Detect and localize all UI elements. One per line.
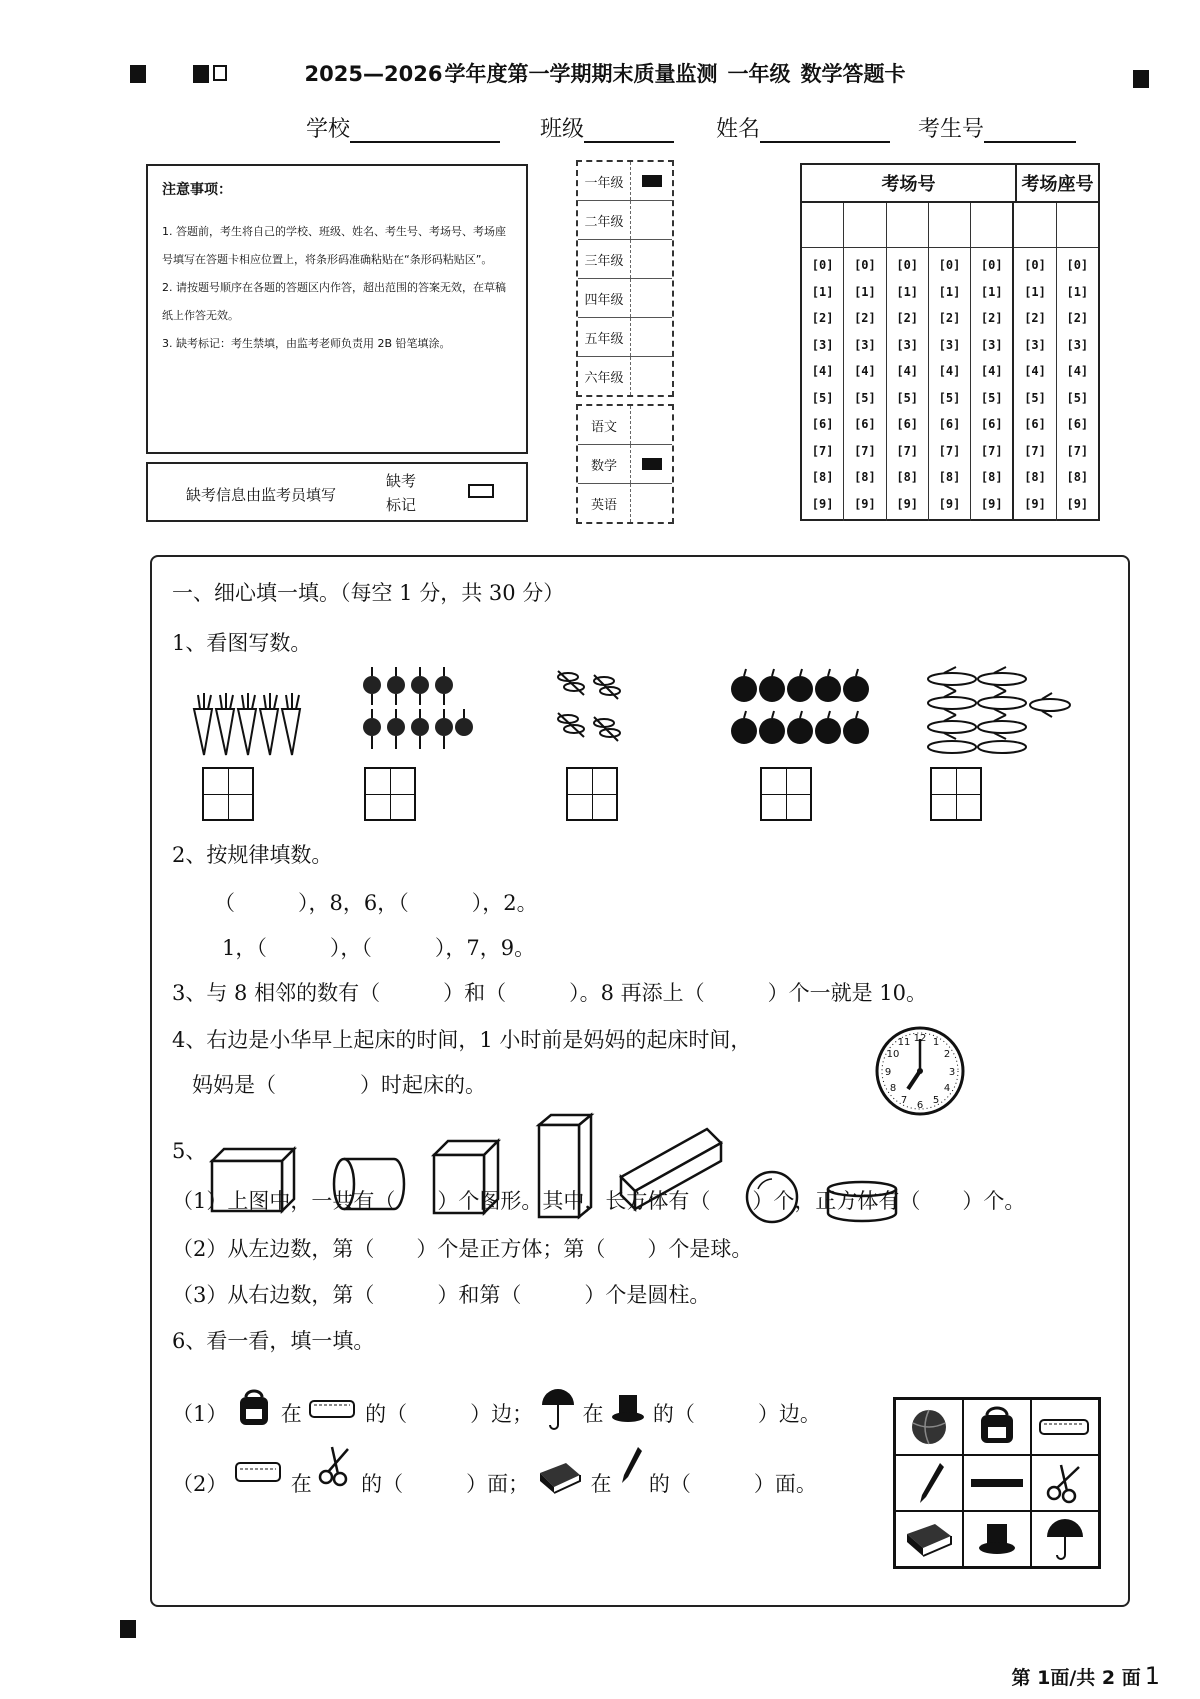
- digit-bubble[interactable]: [7]: [896, 443, 919, 458]
- pen-icon: [618, 1445, 642, 1485]
- notice-heading: 注意事项：: [162, 182, 232, 198]
- digit-bubble[interactable]: [6]: [854, 417, 876, 432]
- question-4-line-2[interactable]: 妈妈是（ ）时起床的。: [192, 1073, 486, 1097]
- answer-box-dragonflies[interactable]: [566, 767, 618, 821]
- grade-selector: [576, 160, 674, 397]
- q6-1-in-1: 在: [280, 1402, 302, 1426]
- answer-box-onions[interactable]: [364, 767, 416, 821]
- field-school-label: 学校: [306, 117, 351, 142]
- digit-bubble[interactable]: [9]: [854, 496, 876, 511]
- dragonflies-picture: [550, 665, 630, 755]
- book-icon: [536, 1459, 584, 1495]
- digit-bubble[interactable]: [9]: [980, 496, 1003, 511]
- ruler-icon: [969, 1476, 1025, 1490]
- svg-text:5: 5: [932, 1095, 940, 1106]
- question-2-line-2[interactable]: 1，（ ），（ ），7，9。: [222, 936, 536, 960]
- digit-bubble[interactable]: [1]: [811, 284, 834, 299]
- q6-2-number: （2）: [172, 1472, 228, 1496]
- digit-write-cell[interactable]: [971, 203, 1012, 248]
- grid-cell: [963, 1455, 1031, 1511]
- digit-bubble[interactable]: [7]: [938, 443, 961, 458]
- digit-bubble[interactable]: [2]: [938, 311, 961, 326]
- pencil-case-icon: [1038, 1414, 1092, 1440]
- notice-item-1: 1. 答题前，考生将自己的学校、班级、姓名、考生号、考场号、考场座号填写在答题卡相应位置上，将条形码准确粘贴在“条形码粘贴区”。: [162, 225, 506, 266]
- digit-bubble[interactable]: [6]: [1066, 417, 1089, 432]
- q6-1-number: （1）: [172, 1402, 228, 1426]
- grid-cell: [1031, 1399, 1099, 1455]
- digit-bubble[interactable]: [4]: [1024, 364, 1046, 379]
- hat-icon: [610, 1391, 646, 1425]
- digit-bubble[interactable]: [2]: [980, 311, 1003, 326]
- ball-icon: [909, 1407, 949, 1447]
- digit-bubble[interactable]: [8]: [938, 470, 961, 485]
- digit-bubble[interactable]: [4]: [938, 364, 961, 379]
- pencil-case-icon: [234, 1457, 284, 1487]
- exam-seat-digit-column: [1057, 203, 1098, 521]
- pencil-case-icon: [308, 1395, 358, 1421]
- question-6-2[interactable]: [172, 1445, 817, 1498]
- page-mark: 1: [1144, 1662, 1160, 1690]
- pen-icon: [914, 1461, 944, 1505]
- class-input-line[interactable]: [584, 115, 674, 143]
- corner-mark-bottom-left: [120, 1620, 136, 1638]
- svg-text:11: 11: [897, 1037, 911, 1048]
- digit-bubble[interactable]: [0]: [938, 258, 961, 273]
- digit-bubble[interactable]: [9]: [896, 496, 919, 511]
- digit-bubble[interactable]: [3]: [938, 337, 961, 352]
- notice-item-3: 3. 缺考标记：考生禁填，由监考老师负责用 2B 铅笔填涂。: [162, 337, 451, 350]
- digit-bubble[interactable]: [1]: [980, 284, 1003, 299]
- digit-bubble[interactable]: [4]: [896, 364, 919, 379]
- q6-2-in-1: 在: [290, 1472, 312, 1496]
- digit-bubble[interactable]: [8]: [1066, 470, 1089, 485]
- svg-text:9: 9: [884, 1067, 892, 1078]
- svg-text:7: 7: [900, 1095, 908, 1106]
- svg-text:2: 2: [943, 1049, 951, 1060]
- position-picture-grid: [893, 1397, 1101, 1569]
- q6-2-blank-1[interactable]: 的（ ）面；: [361, 1472, 530, 1496]
- exam-seat-label: 考场座号: [1021, 174, 1094, 195]
- grade-label: 四年级: [584, 292, 624, 308]
- exam-room-digit-column: [887, 203, 929, 521]
- exam-room-digit-column: [971, 203, 1014, 521]
- digit-bubble[interactable]: [7]: [1024, 443, 1046, 458]
- question-5-2[interactable]: （2）从左边数，第（ ）个是正方体；第（ ）个是球。: [172, 1237, 753, 1261]
- digit-bubble[interactable]: [9]: [1024, 496, 1046, 511]
- digit-bubble[interactable]: [0]: [811, 258, 834, 273]
- field-name: [716, 112, 890, 143]
- name-input-line[interactable]: [760, 115, 890, 143]
- digit-bubble[interactable]: [2]: [1024, 311, 1046, 326]
- grid-cell: [963, 1399, 1031, 1455]
- digit-bubble[interactable]: [6]: [938, 417, 961, 432]
- section-title: 一、细心填一填。（每空 1 分，共 30 分）: [172, 581, 565, 605]
- digit-bubble[interactable]: [9]: [938, 496, 961, 511]
- exam-room-digit-column: [929, 203, 971, 521]
- digit-bubble[interactable]: [4]: [1066, 364, 1089, 379]
- grade-option[interactable]: [578, 201, 672, 240]
- digit-bubble[interactable]: [7]: [811, 443, 834, 458]
- book-icon: [903, 1520, 955, 1558]
- digit-bubble[interactable]: [1]: [1024, 284, 1046, 299]
- digit-bubble[interactable]: [6]: [1024, 417, 1046, 432]
- question-4-line-1: 4、右边是小华早上起床的时间，1 小时前是妈妈的起床时间，: [172, 1028, 752, 1052]
- page-indicator: 第 1面/共 2 面: [1011, 1667, 1141, 1689]
- scissors-icon: [1045, 1463, 1085, 1503]
- digit-bubble[interactable]: [3]: [811, 337, 834, 352]
- digit-bubble[interactable]: [5]: [938, 390, 961, 405]
- digit-bubble[interactable]: [5]: [854, 390, 876, 405]
- digit-bubble[interactable]: [4]: [854, 364, 876, 379]
- digit-bubble[interactable]: [1]: [896, 284, 919, 299]
- hat-icon: [977, 1520, 1017, 1558]
- svg-text:3: 3: [948, 1067, 956, 1078]
- grade-option[interactable]: [578, 162, 672, 201]
- subject-option[interactable]: [578, 406, 672, 445]
- answer-box-carrots[interactable]: [202, 767, 254, 821]
- svg-text:8: 8: [889, 1083, 897, 1094]
- exam-room-label: 考场号: [802, 165, 1017, 201]
- absent-mark-label-2: 标记: [386, 496, 417, 514]
- digit-bubble[interactable]: [8]: [896, 470, 919, 485]
- absent-mark-checkbox[interactable]: [468, 484, 494, 498]
- grade-option[interactable]: [578, 357, 672, 395]
- digit-bubble[interactable]: [4]: [980, 364, 1003, 379]
- digit-bubble[interactable]: [8]: [1024, 470, 1046, 485]
- field-class: [540, 112, 674, 143]
- grade-label: 五年级: [584, 331, 624, 347]
- grid-cell: [963, 1511, 1031, 1567]
- digit-bubble[interactable]: [3]: [1024, 337, 1046, 352]
- umbrella-icon: [1045, 1517, 1085, 1561]
- backpack-icon: [234, 1391, 274, 1427]
- svg-text:12: 12: [913, 1033, 927, 1044]
- field-candidate-no: [918, 112, 1076, 143]
- digit-bubble[interactable]: [6]: [896, 417, 919, 432]
- question-5-1[interactable]: （1）上图中，一共有（ ）个图形。其中，长方体有（ ）个，正方体有（ ）个。: [172, 1189, 1026, 1213]
- subject-option[interactable]: [578, 484, 672, 522]
- digit-bubble[interactable]: [3]: [896, 337, 919, 352]
- absent-box: [146, 462, 528, 522]
- question-1: 1、看图写数。: [172, 631, 312, 655]
- digit-bubble[interactable]: [3]: [980, 337, 1003, 352]
- field-school: [306, 112, 500, 143]
- subject-label: 语文: [590, 419, 617, 435]
- digit-bubble[interactable]: [2]: [1066, 311, 1089, 326]
- digit-write-cell[interactable]: [802, 203, 843, 248]
- digit-bubble[interactable]: [7]: [854, 443, 876, 458]
- filled-mark: [642, 175, 662, 187]
- svg-text:10: 10: [886, 1049, 900, 1060]
- digit-bubble[interactable]: [0]: [1024, 258, 1046, 273]
- grade-option[interactable]: [578, 318, 672, 357]
- onions-picture: [362, 663, 472, 763]
- digit-bubble[interactable]: [0]: [980, 258, 1003, 273]
- digit-bubble[interactable]: [7]: [1066, 443, 1089, 458]
- svg-text:4: 4: [943, 1083, 951, 1094]
- absent-mark-label-1: 缺考: [386, 472, 417, 490]
- grid-cell: [1031, 1455, 1099, 1511]
- digit-bubble[interactable]: [6]: [980, 417, 1003, 432]
- grade-label: 一年级: [584, 175, 624, 191]
- digit-bubble[interactable]: [6]: [811, 417, 834, 432]
- umbrella-icon: [540, 1387, 576, 1431]
- svg-text:6: 6: [916, 1100, 924, 1111]
- digit-write-cell[interactable]: [929, 203, 970, 248]
- q6-1-blank-1[interactable]: 的（ ）边；: [365, 1402, 534, 1426]
- grade-label: 二年级: [584, 214, 624, 230]
- subject-option[interactable]: [578, 445, 672, 484]
- digit-bubble[interactable]: [0]: [854, 258, 876, 273]
- backpack-icon: [975, 1407, 1019, 1447]
- digit-bubble[interactable]: [5]: [1066, 390, 1089, 405]
- digit-bubble[interactable]: [5]: [1024, 390, 1046, 405]
- grid-cell: [1031, 1511, 1099, 1567]
- digit-bubble[interactable]: [3]: [854, 337, 876, 352]
- digit-bubble[interactable]: [0]: [1066, 258, 1089, 273]
- page-title: [0, 58, 1200, 88]
- title-year: 2025—2026: [304, 62, 443, 86]
- digit-bubble[interactable]: [8]: [854, 470, 876, 485]
- digit-bubble[interactable]: [2]: [811, 311, 834, 326]
- question-5: 5、: [172, 1139, 207, 1163]
- exam-room-grid: [800, 163, 1100, 521]
- digit-bubble[interactable]: [4]: [811, 364, 834, 379]
- svg-text:1: 1: [932, 1037, 940, 1048]
- subject-selector: [576, 404, 674, 524]
- q6-2-in-2: 在: [590, 1472, 612, 1496]
- q6-2-blank-2[interactable]: 的（ ）面。: [648, 1472, 817, 1496]
- grid-cell: [895, 1399, 963, 1455]
- grade-label: 六年级: [584, 370, 624, 386]
- digit-write-cell[interactable]: [1014, 203, 1055, 248]
- title-card: 数学答题卡: [800, 62, 906, 86]
- digit-write-cell[interactable]: [887, 203, 928, 248]
- grid-cell: [895, 1511, 963, 1567]
- notice-item-2: 2. 请按题号顺序在各题的答题区内作答，超出范围的答案无效，在草稿纸上作答无效。: [162, 281, 506, 322]
- exam-room-digit-column: [802, 203, 844, 521]
- apples-picture: [730, 665, 880, 755]
- q6-1-blank-2[interactable]: 的（ ）边。: [652, 1402, 821, 1426]
- page-footer: [1011, 1662, 1160, 1690]
- grid-cell: [895, 1455, 963, 1511]
- absent-text: 缺考信息由监考员填写: [186, 486, 337, 504]
- exam-room-digit-column: [844, 203, 886, 521]
- clock-icon: [874, 1025, 966, 1117]
- question-2: 2、按规律填数。: [172, 843, 333, 867]
- digit-bubble[interactable]: [3]: [1066, 337, 1089, 352]
- grade-label: 三年级: [584, 253, 624, 269]
- digit-bubble[interactable]: [5]: [980, 390, 1003, 405]
- filled-mark: [642, 458, 662, 470]
- grade-option[interactable]: [578, 279, 672, 318]
- question-2-line-1[interactable]: （ ），8，6，（ ），2。: [214, 891, 538, 915]
- digit-bubble[interactable]: [1]: [1066, 284, 1089, 299]
- candidate-no-input-line[interactable]: [984, 115, 1076, 143]
- digit-bubble[interactable]: [7]: [980, 443, 1003, 458]
- answer-box-apples[interactable]: [760, 767, 812, 821]
- answer-box-airplanes[interactable]: [930, 767, 982, 821]
- subject-label: 英语: [590, 497, 617, 513]
- question-3[interactable]: 3、与 8 相邻的数有（ ）和（ ）。8 再添上（ ）个一就是 10。: [172, 981, 928, 1005]
- digit-bubble[interactable]: [9]: [811, 496, 834, 511]
- digit-bubble[interactable]: [2]: [896, 311, 919, 326]
- digit-bubble[interactable]: [1]: [854, 284, 876, 299]
- digit-bubble[interactable]: [0]: [896, 258, 919, 273]
- question-6-1[interactable]: [172, 1387, 821, 1431]
- digit-write-cell[interactable]: [844, 203, 885, 248]
- carrots-picture: [190, 689, 310, 759]
- exam-seat-digit-column: [1014, 203, 1056, 521]
- school-input-line[interactable]: [350, 115, 500, 143]
- grade-option[interactable]: [578, 240, 672, 279]
- q6-1-in-2: 在: [582, 1402, 604, 1426]
- title-main: 学年度第一学期期末质量监测: [444, 62, 718, 86]
- digit-bubble[interactable]: [5]: [896, 390, 919, 405]
- digit-bubble[interactable]: [8]: [980, 470, 1003, 485]
- digit-bubble[interactable]: [5]: [811, 390, 834, 405]
- field-name-label: 姓名: [716, 117, 761, 142]
- digit-bubble[interactable]: [8]: [811, 470, 834, 485]
- question-5-3[interactable]: （3）从右边数，第（ ）和第（ ）个是圆柱。: [172, 1283, 711, 1307]
- field-candidate-no-label: 考生号: [918, 117, 985, 142]
- digit-bubble[interactable]: [2]: [854, 311, 876, 326]
- title-grade: 一年级: [727, 62, 791, 86]
- scissors-icon: [318, 1445, 354, 1485]
- question-6: 6、看一看，填一填。: [172, 1329, 375, 1353]
- digit-bubble[interactable]: [1]: [938, 284, 961, 299]
- field-class-label: 班级: [540, 117, 585, 142]
- notice-box: [146, 164, 528, 454]
- subject-label: 数学: [590, 458, 617, 474]
- digit-bubble[interactable]: [9]: [1066, 496, 1089, 511]
- digit-write-cell[interactable]: [1057, 203, 1098, 248]
- airplanes-picture: [922, 665, 1072, 755]
